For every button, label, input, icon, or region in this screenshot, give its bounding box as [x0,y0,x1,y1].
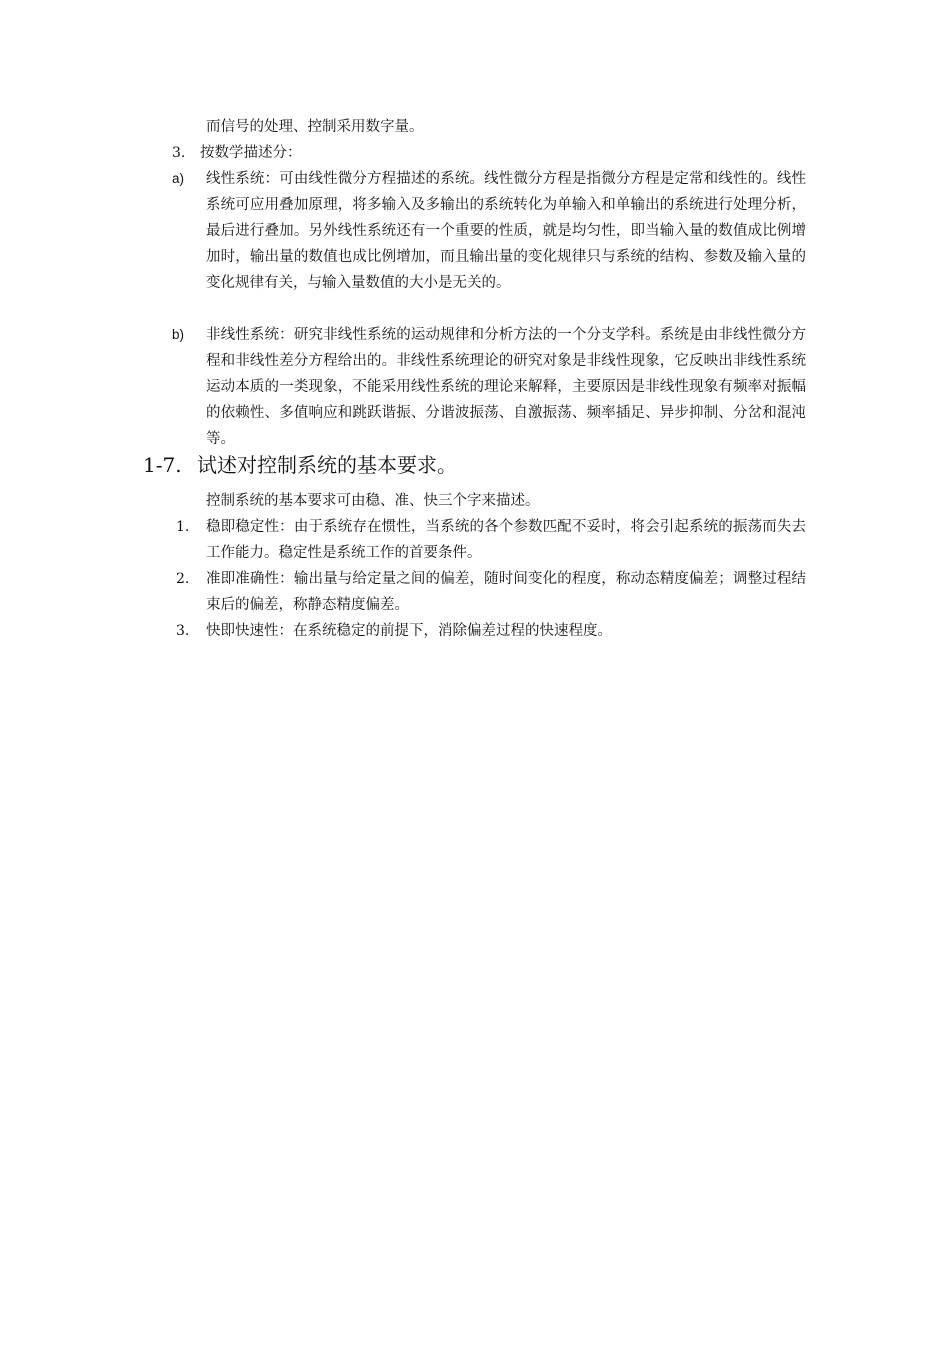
rapidity-paragraph: 快即快速性：在系统稳定的前提下，消除偏差过程的快速程度。 [206,623,612,639]
list-marker-a: a) [172,171,185,186]
continued-line: 而信号的处理、控制采用数字量。 [206,119,424,135]
list-marker-b: b) [172,327,185,342]
section-title: 试述对控制系统的基本要求。 [197,453,457,477]
list-item-label: 按数学描述分： [200,145,302,161]
list-number: 3. [172,145,186,161]
stability-paragraph: 稳即稳定性：由于系统存在惯性，当系统的各个参数匹配不妥时，将会引起系统的振荡而失去工作能力。稳定性是系统工作的首要条件。 [206,519,806,561]
list-number: 3. [176,623,190,639]
section-number: 1-7. [143,453,182,477]
accuracy-paragraph: 准即准确性：输出量与给定量之间的偏差，随时间变化的程度，称动态精度偏差；调整过程结束后的偏差，称静态精度偏差。 [206,571,806,613]
section-intro: 控制系统的基本要求可由稳、准、快三个字来描述。 [206,493,540,509]
list-number: 2. [176,571,190,587]
nonlinear-system-paragraph: 非线性系统：研究非线性系统的运动规律和分析方法的一个分支学科。系统是由非线性微分方程和非线性差分方程给出的。非线性系统理论的研究对象是非线性现象，它反映出非线性系统运动本质的一类现象，不能采用线性系统的理论来解释，主要原因是非线性现象有频率对振幅的依赖性、多值响应和跳跃谐振、分谐波振荡、自激振荡、频率插足、异步抑制、分岔和混沌等。 [206,327,806,447]
list-number: 1. [176,519,190,535]
linear-system-paragraph: 线性系统：可由线性微分方程描述的系统。线性微分方程是指微分方程是定常和线性的。线性系统可应用叠加原理，将多输入及多输出的系统转化为单输入和单输出的系统进行处理分析，最后进行叠加。另外线性系统还有一个重要的性质，就是均匀性，即当输入量的数值成比例增加时，输出量的数值也成比例增加，而且输出量的变化规律只与系统的结构、参数及输入量的变化规律有关，与输入量数值的大小是无关的。 [206,171,806,291]
